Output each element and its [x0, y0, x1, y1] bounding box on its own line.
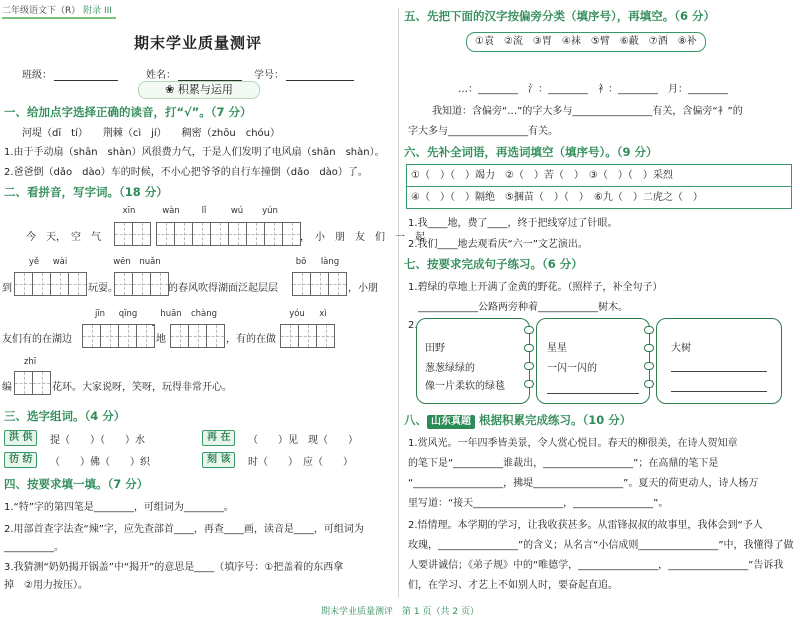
s3-row-1a: 提（ ）（ ）水 [50, 435, 145, 446]
section-8-heading [404, 412, 631, 429]
s2-line-2b: 玩耍。 [88, 283, 118, 294]
card-text: 像一片柔软的绿毯 [425, 381, 505, 392]
s3-row-2a: （ ）佛（ ）织 [50, 457, 150, 468]
s8-line-6: 玫瑰，________________”的含义；从名言“小信成则________________”中，我懂得了做 [408, 540, 794, 551]
s2-line-4a: 编 [2, 382, 12, 393]
pinyin: yě [28, 257, 40, 267]
word-pair-4: 刻 该 [202, 452, 235, 468]
section-4-heading: 四、按要求填一填。（7 分） [4, 477, 149, 491]
card-text: 大树 [671, 343, 691, 354]
char-grid[interactable] [152, 324, 154, 326]
s2-line-2c: 的春风吹得湖面泛起层层 [168, 283, 278, 294]
pinyin: nuǎn [139, 257, 161, 267]
name-field[interactable] [146, 66, 242, 81]
word-pair-3: 彷 纺 [4, 452, 37, 468]
s3-row-2b: 时（ ） 应（ ） [248, 457, 353, 468]
header-tag [2, 3, 116, 19]
pinyin: xì [319, 309, 327, 319]
pinyin: yóu [289, 309, 305, 319]
id-blank[interactable] [286, 70, 354, 81]
s2-line-2d: ，小朋 [348, 283, 378, 294]
binder-rings [644, 326, 654, 398]
right-column [404, 0, 796, 600]
pinyin: huān [160, 309, 182, 319]
word-pair-2: 再 在 [202, 430, 235, 446]
pinyin: làng [320, 257, 340, 267]
note-card-2 [536, 318, 650, 404]
s4-question-3: 3.我猜测“奶奶揭开锅盖”中“揭开”的意思是____（填序号：①把盖着的东西拿 [4, 562, 344, 573]
s2-line-1b: ， 小 朋 友 们 一 起 [300, 232, 425, 243]
s1-question-2: 2.爸爸倒（dǎo dào）车的时候，不小心把爷爷的自行车撞倒（dǎo dào）了。 [4, 167, 368, 178]
s8-title: 根据积累完成练习。（10 分） [479, 413, 632, 427]
answer-line[interactable] [671, 391, 767, 392]
note-card-1 [416, 318, 530, 404]
char-grid[interactable] [292, 272, 347, 296]
section-banner [138, 81, 260, 99]
banner-label: 积累与运用 [177, 83, 233, 96]
id-field[interactable] [254, 66, 354, 81]
class-field[interactable] [22, 66, 118, 81]
pinyin: chàng [190, 309, 218, 319]
name-blank[interactable] [178, 70, 242, 81]
grade-label: 二年级语文下（R） [2, 6, 81, 16]
char-grid[interactable] [14, 272, 87, 296]
s5-text-2: 字大多与________________有关。 [408, 126, 558, 137]
name-label: 姓名： [146, 70, 176, 81]
s7-question-2: 2. [408, 320, 418, 331]
s1-words: 河堤（dī tí） 荆棘（cì jí） 稠密（zhōu chóu） [22, 128, 280, 139]
char-grid[interactable] [114, 222, 151, 246]
char-grid[interactable] [14, 371, 51, 395]
s8-line-8: 们，在学习、才艺上不如别人时，要奋起直追。 [408, 580, 618, 591]
section-1-heading: 一、给加点字选择正确的读音，打“√”。（7 分） [4, 105, 252, 119]
char-grid[interactable] [156, 222, 301, 246]
id-label: 学号： [254, 70, 284, 81]
s8-line-2: 的笔下是“__________谁裁出，__________________”；在高鼎的笔下是 [408, 458, 719, 469]
s1-question-1: 1.由于手动扇（shān shàn）风很费力气，于是人们发明了电风扇（shān shàn）。 [4, 147, 385, 158]
s2-line-3a: 友们有的在湖边 [2, 334, 72, 345]
pinyin: lǐ [201, 206, 207, 216]
pinyin: yún [262, 206, 278, 216]
s4-question-2b: __________。 [4, 542, 64, 553]
pinyin: bō [295, 257, 307, 267]
pinyin: qīng [118, 309, 138, 319]
s7-question-1b: ____________公路两旁种着____________树木。 [418, 302, 628, 313]
s6-question-2: 2.我们____地去观看庆“六一”文艺演出。 [408, 239, 588, 250]
char-grid[interactable] [170, 324, 225, 348]
idiom-row-2: ④（ ）（ ）隔绝 ⑤捆苗（ ）（ ） ⑥九（ ）二虎之（ ） [411, 192, 703, 203]
s4-question-1: 1.“特”字的第四笔是________，可组词为________。 [4, 502, 234, 513]
s7-question-1: 1.碧绿的草地上开满了金黄的野花。（照样子，补全句子） [408, 282, 663, 293]
s8-line-1: 1.赏风光。一年四季皆美景，令人赏心悦目。春天的柳很美，在诗人贺知章 [408, 438, 738, 449]
section-6-heading: 六、先补全词语，再选词填空（填序号）。（9 分） [404, 145, 658, 159]
char-grid[interactable] [280, 324, 335, 348]
s8-num: 八、 [404, 413, 427, 427]
class-label: 班级： [22, 70, 52, 81]
card-text: 一闪一闪的 [547, 363, 597, 374]
s2-line-3c: ，有的在做 [226, 334, 276, 345]
pinyin: wēn [113, 257, 131, 267]
answer-line[interactable] [547, 393, 639, 394]
s4-question-3b: 掉 ②用力按压）。 [4, 580, 88, 591]
card-text: 星星 [547, 343, 567, 354]
real-exam-tag: 山东真题 [427, 415, 475, 429]
column-divider [398, 8, 399, 598]
s5-text-1: 我知道：含偏旁“…”的字大多与________________有关，含偏旁“衤”的 [432, 106, 743, 117]
s3-row-1b: （ ）见 现（ ） [248, 435, 358, 446]
char-list: ①袁 ②流 ③胃 ④袜 ⑤臂 ⑥蔽 ⑦酒 ⑧补 [466, 32, 706, 52]
s6-question-1: 1.我____地，费了____，终于把线穿过了针眼。 [408, 218, 618, 229]
page-title: 期末学业质量测评 [133, 34, 262, 52]
s5-categories: …：________ 氵：________ 衤：________ 月：________ [458, 84, 728, 95]
s2-line-3b: 地 [156, 334, 166, 345]
char-grid[interactable] [114, 272, 169, 296]
s4-question-2: 2.用部首查字法查“辣”字，应先查部首____，再查____画，读音是____，可组词为 [4, 524, 364, 535]
idiom-box [406, 164, 792, 209]
s2-line-2a: 到 [2, 283, 12, 294]
idiom-row-1: ①（ ）（ ）竭力 ②（ ）苦（ ） ③（ ）（ ）采烈 [407, 165, 791, 187]
flower-icon: ❀ [165, 83, 175, 96]
word-pair-1: 洪 供 [4, 430, 37, 446]
s8-line-4: 里写道：“接天__________________，________________”。 [408, 498, 669, 509]
s2-line-4b: 花环。大家说呀，笑呀，玩得非常开心。 [52, 382, 232, 393]
pinyin: wàn [162, 206, 180, 216]
pinyin: wú [230, 206, 244, 216]
pinyin: xīn [122, 206, 136, 216]
card-text: 葱葱绿绿的 [425, 363, 475, 374]
binder-rings [524, 326, 534, 398]
pinyin: zhī [23, 357, 37, 367]
answer-line[interactable] [671, 371, 767, 372]
section-5-heading: 五、先把下面的汉字按偏旁分类（填序号），再填空。（6 分） [404, 9, 716, 23]
note-card-3 [656, 318, 782, 404]
pinyin: jīn [94, 309, 106, 319]
class-blank[interactable] [54, 70, 118, 81]
card-text: 田野 [425, 343, 445, 354]
char-grid[interactable] [82, 324, 155, 348]
s8-line-3: “__________________，拂堤__________________”。夏天的荷更动人，诗人杨万 [408, 478, 759, 489]
s2-line-1a: 今 天， 空 气 [26, 232, 101, 243]
s8-line-5: 2.悟情理。本学期的学习，让我收获甚多。从雷锋叔叔的故事里，我体会到“予人 [408, 520, 763, 531]
page-footer: 期末学业质量测评 第 1 页（共 2 页） [321, 607, 479, 617]
section-2-heading: 二、看拼音，写字词。（18 分） [4, 185, 168, 199]
pinyin: wài [52, 257, 68, 267]
s8-line-7: 人要讲诚信；《弟子规》中的“唯德学，________________，________________”告诉我 [408, 560, 784, 571]
appendix-label: 附录 III [83, 6, 112, 16]
section-3-heading: 三、选字组词。（4 分） [4, 409, 126, 423]
section-7-heading: 七、按要求完成句子练习。（6 分） [404, 257, 583, 271]
